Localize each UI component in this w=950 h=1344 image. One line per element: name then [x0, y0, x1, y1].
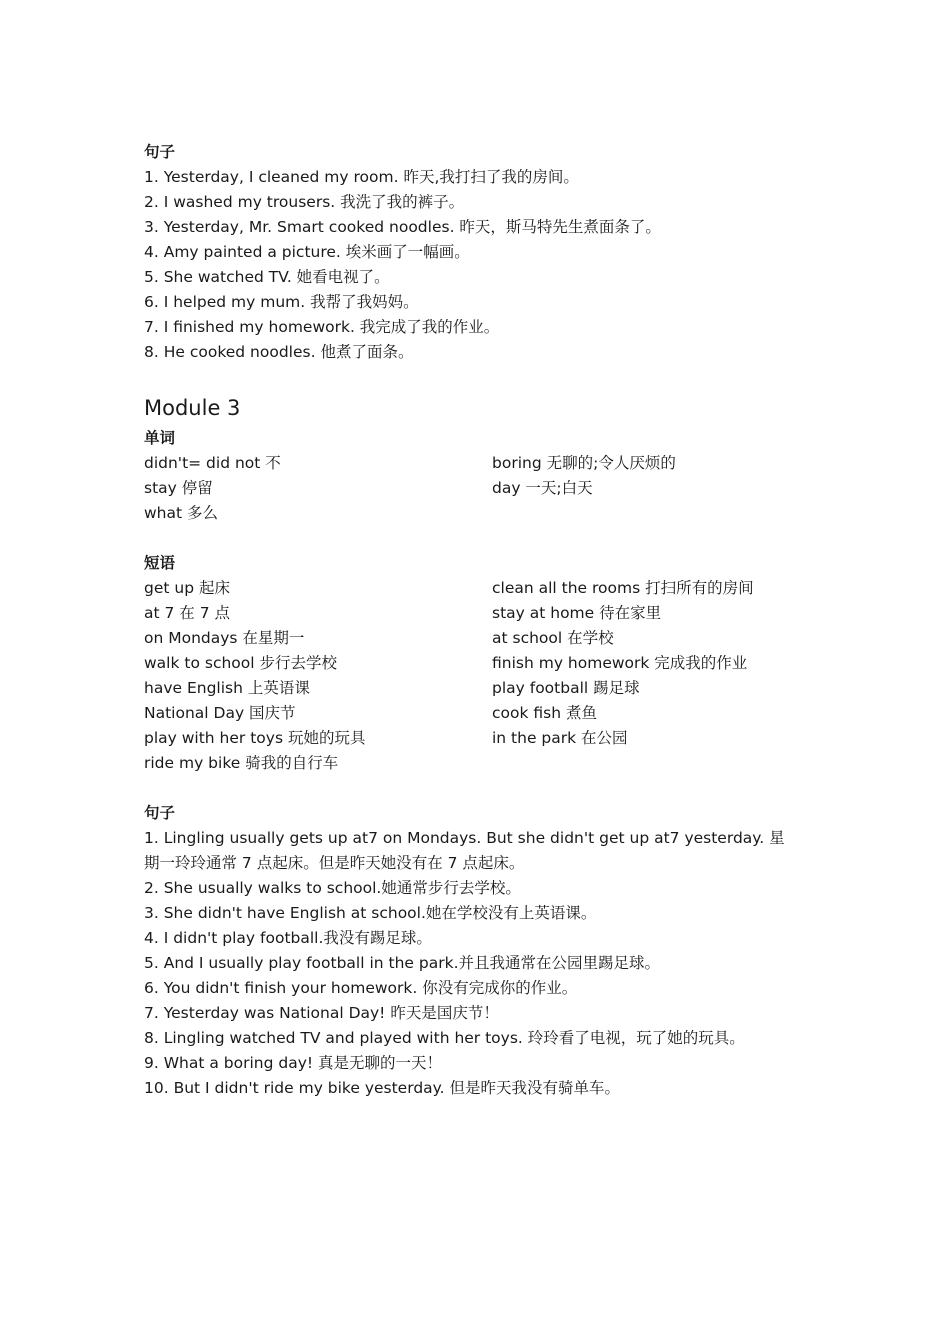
document-page	[144, 140, 824, 1101]
phrase-item: walk to school 步行去学校	[144, 654, 337, 672]
sentence-item: 8. Lingling watched TV and played with her toys. 玲玲看了电视，玩了她的玩具。	[144, 1029, 745, 1047]
phrase-item: finish my homework 完成我的作业	[492, 654, 748, 672]
sentence-item: 6. I helped my mum. 我帮了我妈妈。	[144, 293, 419, 311]
sentence-item: 7. I finished my homework. 我完成了我的作业。	[144, 318, 500, 336]
module-sentence-list	[144, 826, 824, 1101]
phrase-list	[144, 576, 824, 776]
sentence-item: 6. You didn't finish your homework. 你没有完成你的作业。	[144, 979, 578, 997]
sentence-item: 4. I didn't play football.我没有踢足球。	[144, 929, 432, 947]
sentence-item: 2. She usually walks to school.她通常步行去学校。	[144, 879, 521, 897]
section-heading-sentences: 句子	[144, 143, 176, 161]
phrase-column-right	[492, 576, 824, 776]
sentence-item: 10. But I didn't ride my bike yesterday. 但是昨天我没有骑单车。	[144, 1079, 620, 1097]
phrase-item: ride my bike 骑我的自行车	[144, 754, 339, 772]
phrase-item: stay at home 待在家里	[492, 604, 662, 622]
phrase-item: on Mondays 在星期一	[144, 629, 305, 647]
phrase-item: at 7 在 7 点	[144, 604, 231, 622]
sentence-item: 2. I washed my trousers. 我洗了我的裤子。	[144, 193, 465, 211]
phrase-item: get up 起床	[144, 579, 230, 597]
module-title: Module 3	[144, 396, 241, 420]
phrase-item: play with her toys 玩她的玩具	[144, 729, 366, 747]
word-item: boring 无聊的;令人厌烦的	[492, 454, 676, 472]
word-item: day 一天;白天	[492, 479, 593, 497]
section-heading-module-sentences: 句子	[144, 804, 176, 822]
phrase-column-left	[144, 576, 492, 776]
sentence-item: 7. Yesterday was National Day! 昨天是国庆节！	[144, 1004, 499, 1022]
sentence-item: 5. And I usually play football in the park.并且我通常在公园里踢足球。	[144, 954, 660, 972]
word-item: stay 停留	[144, 479, 213, 497]
phrase-item: play football 踢足球	[492, 679, 640, 697]
sentence-item: 1. Yesterday, I cleaned my room. 昨天,我打扫了我的房间。	[144, 168, 579, 186]
sentence-item: 9. What a boring day! 真是无聊的一天！	[144, 1054, 443, 1072]
word-item: didn't= did not 不	[144, 454, 281, 472]
phrase-item: at school 在学校	[492, 629, 614, 647]
word-column-right	[492, 451, 824, 526]
word-column-left	[144, 451, 492, 526]
spacer	[144, 526, 824, 551]
sentence-item: 5. She watched TV. 她看电视了。	[144, 268, 390, 286]
phrase-item: in the park 在公园	[492, 729, 628, 747]
section-heading-phrases: 短语	[144, 554, 176, 572]
phrase-item: have English 上英语课	[144, 679, 310, 697]
word-list	[144, 451, 824, 526]
word-item: what 多么	[144, 504, 219, 522]
sentence-item: 1. Lingling usually gets up at7 on Mondays. But she didn't get up at7 yesterday. 星期一玲玲通常 7 点起床。但是昨天她没有在 7 点起床。	[144, 829, 785, 872]
sentence-item: 3. Yesterday, Mr. Smart cooked noodles. 昨天，斯马特先生煮面条了。	[144, 218, 661, 236]
section-heading-words: 单词	[144, 429, 176, 447]
sentence-list	[144, 165, 824, 365]
phrase-item: National Day 国庆节	[144, 704, 296, 722]
sentence-item: 8. He cooked noodles. 他煮了面条。	[144, 343, 414, 361]
phrase-item: clean all the rooms 打扫所有的房间	[492, 579, 754, 597]
phrase-item: cook fish 煮鱼	[492, 704, 597, 722]
spacer	[144, 776, 824, 801]
sentence-item: 4. Amy painted a picture. 埃米画了一幅画。	[144, 243, 470, 261]
sentence-item: 3. She didn't have English at school.她在学校没有上英语课。	[144, 904, 597, 922]
